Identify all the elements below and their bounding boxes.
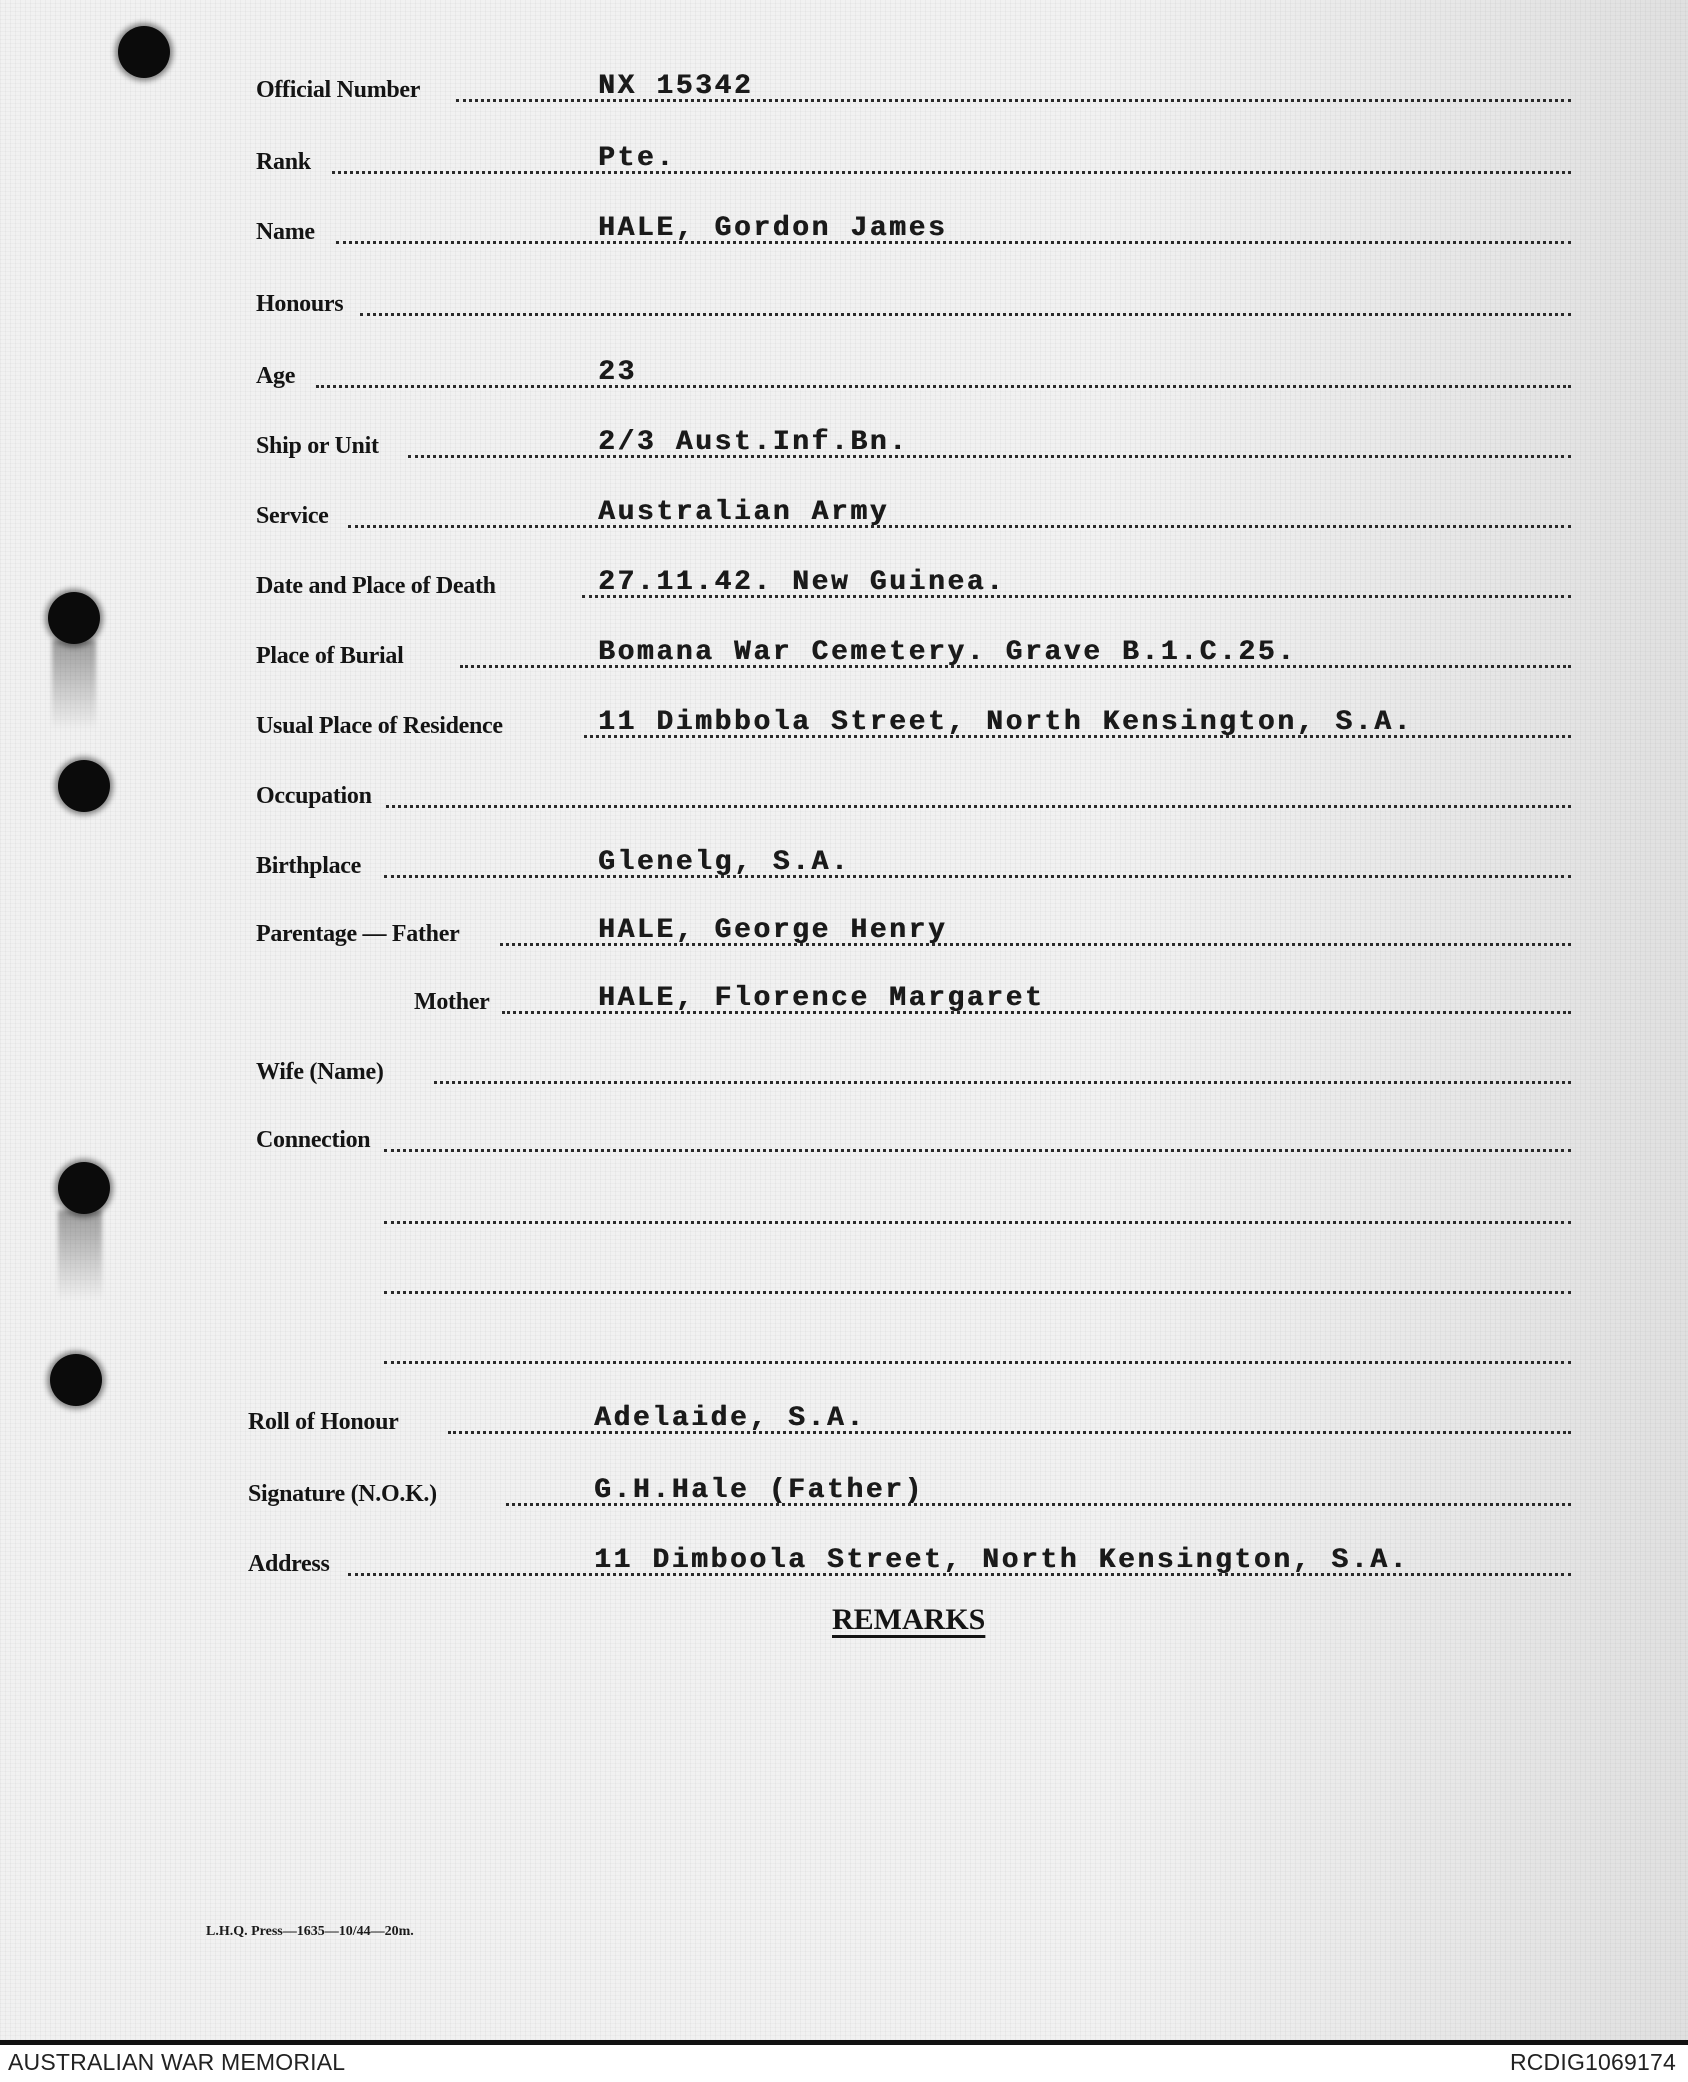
- field-ship-or-unit: [256, 428, 1571, 464]
- dotted-line: [336, 241, 1571, 244]
- field-address: [248, 1546, 1571, 1582]
- field-roll-of-honour: [248, 1404, 1571, 1440]
- field-value: 11 Dimbbola Street, North Kensington, S.A.: [598, 707, 1413, 738]
- field-value: Glenelg, S.A.: [598, 847, 851, 878]
- field-value: Adelaide, S.A.: [594, 1403, 866, 1434]
- field-label: Occupation: [256, 783, 372, 809]
- blank-line: [384, 1194, 1571, 1230]
- blank-line: [384, 1264, 1571, 1300]
- field-label: Usual Place of Residence: [256, 713, 503, 739]
- punch-hole-icon: [50, 1354, 102, 1406]
- field-value: 27.11.42. New Guinea.: [598, 567, 1006, 598]
- footer-divider: [0, 2040, 1688, 2045]
- scan-shadow: [52, 640, 96, 730]
- footer-institution: AUSTRALIAN WAR MEMORIAL: [8, 2049, 346, 2075]
- field-label: Ship or Unit: [256, 433, 379, 459]
- field-label: Birthplace: [256, 853, 361, 879]
- blank-line: [384, 1334, 1571, 1370]
- field-value: Bomana War Cemetery. Grave B.1.C.25.: [598, 637, 1297, 668]
- field-label: Official Number: [256, 77, 421, 103]
- punch-hole-icon: [118, 26, 170, 78]
- field-name: [256, 214, 1571, 250]
- remarks-heading: REMARKS: [832, 1603, 986, 1636]
- field-value: 11 Dimboola Street, North Kensington, S.A.: [594, 1545, 1409, 1576]
- punch-hole-icon: [58, 760, 110, 812]
- dotted-line: [384, 875, 1571, 878]
- field-value: G.H.Hale (Father): [594, 1475, 924, 1506]
- field-label: Service: [256, 503, 329, 529]
- field-label: Parentage — Father: [256, 921, 460, 947]
- field-service: [256, 498, 1571, 534]
- field-label: Date and Place of Death: [256, 573, 496, 599]
- field-age: [256, 358, 1571, 394]
- field-label: Mother: [414, 989, 490, 1015]
- field-value: 23: [598, 357, 637, 388]
- field-wife: [256, 1054, 1571, 1090]
- dotted-line: [384, 1149, 1571, 1152]
- field-value: 2/3 Aust.Inf.Bn.: [598, 427, 909, 458]
- field-label: Wife (Name): [256, 1059, 384, 1085]
- dotted-line: [384, 1291, 1571, 1294]
- dotted-line: [360, 313, 1571, 316]
- field-value: HALE, George Henry: [598, 915, 948, 946]
- field-usual-place-of-residence: [256, 708, 1571, 744]
- field-signature: [248, 1476, 1571, 1512]
- scan-shadow: [58, 1210, 102, 1300]
- field-mother: [256, 984, 1571, 1020]
- dotted-line: [434, 1081, 1571, 1084]
- field-value: Australian Army: [598, 497, 890, 528]
- dotted-line: [408, 455, 1571, 458]
- field-honours: [256, 286, 1571, 322]
- field-label: Name: [256, 219, 315, 245]
- dotted-line: [332, 171, 1571, 174]
- dotted-line: [384, 1221, 1571, 1224]
- field-label: Age: [256, 363, 296, 389]
- field-label: Roll of Honour: [248, 1409, 399, 1435]
- field-place-of-burial: [256, 638, 1571, 674]
- field-label: Connection: [256, 1127, 371, 1153]
- field-label: Place of Burial: [256, 643, 404, 669]
- field-value: HALE, Florence Margaret: [598, 983, 1045, 1014]
- field-connection: [256, 1122, 1571, 1158]
- field-value: NX 15342: [598, 71, 754, 102]
- dotted-line: [348, 525, 1571, 528]
- field-father: [256, 916, 1571, 952]
- punch-hole-icon: [58, 1162, 110, 1214]
- field-rank: [256, 144, 1571, 180]
- field-label: Signature (N.O.K.): [248, 1481, 437, 1507]
- field-official-number: [256, 72, 1571, 108]
- field-birthplace: [256, 848, 1571, 884]
- dotted-line: [384, 1361, 1571, 1364]
- print-code: L.H.Q. Press—1635—10/44—20m.: [206, 1924, 414, 1939]
- dotted-line: [386, 805, 1571, 808]
- dotted-line: [316, 385, 1571, 388]
- field-date-place-of-death: [256, 568, 1571, 604]
- field-occupation: [256, 778, 1571, 814]
- field-value: Pte.: [598, 143, 676, 174]
- footer-record-id: RCDIG1069174: [1509, 2049, 1676, 2075]
- field-label: Address: [248, 1551, 330, 1577]
- field-label: Rank: [256, 149, 311, 175]
- field-value: HALE, Gordon James: [598, 213, 948, 244]
- punch-hole-icon: [48, 592, 100, 644]
- field-label: Honours: [256, 291, 344, 317]
